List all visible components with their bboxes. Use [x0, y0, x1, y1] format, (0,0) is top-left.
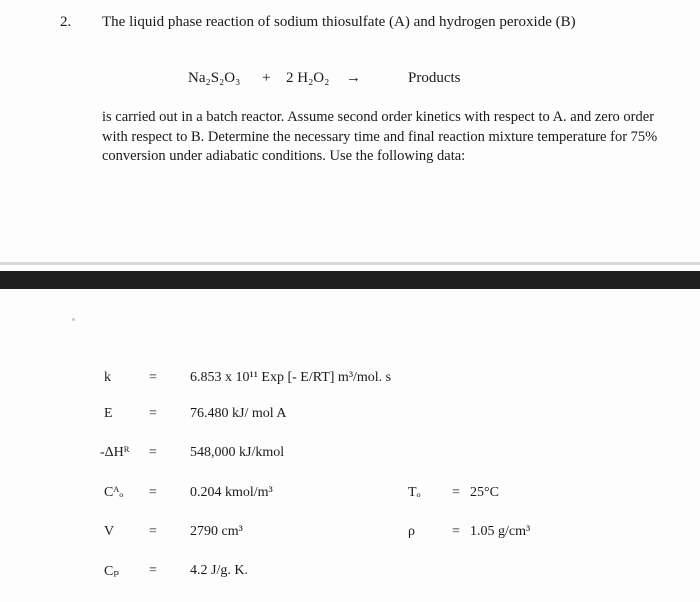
reactant-hydrogen-peroxide: 2 H₂O₂ [286, 70, 330, 86]
label-E: E [104, 406, 113, 421]
value-rho: 1.05 g/cm³ [470, 524, 531, 539]
equals-t0: = [452, 485, 460, 500]
page-gap-dark-band [0, 271, 700, 289]
problem-statement: is carried out in a batch reactor. Assume second order kinetics with respect to A. and zero order with respect to B. Determine the necessary time and final reaction mixture temperature for 75% conversion under adiabatic conditions. Use the following data: [102, 109, 658, 164]
equals-cao: = [149, 485, 157, 500]
equals-k: = [149, 370, 157, 385]
label-t0: Tₒ [408, 485, 421, 500]
value-k: 6.853 x 10¹¹ Exp [- E/RT] m³/mol. s [190, 370, 392, 385]
value-cp: 4.2 J/g. K. [190, 563, 248, 578]
value-E: 76.480 kJ/ mol A [190, 406, 287, 421]
page-gap-light [0, 262, 700, 265]
speck [72, 318, 75, 321]
label-cao: Cᴬₒ [104, 485, 124, 500]
label-v: V [104, 524, 115, 539]
equals-rho: = [452, 524, 460, 539]
reaction-arrow-icon: → [346, 70, 361, 86]
label-cp: Cₚ [104, 564, 119, 579]
value-cao: 0.204 kmol/m³ [190, 485, 273, 500]
equals-v: = [149, 524, 157, 539]
equals-delta-h: = [149, 445, 157, 460]
label-rho: ρ [408, 524, 415, 539]
equals-E: = [149, 406, 157, 421]
products-label: Products [408, 70, 461, 86]
equals-cp: = [149, 563, 157, 578]
value-v: 2790 cm³ [190, 524, 243, 539]
question-title: The liquid phase reaction of sodium thiosulfate (A) and hydrogen peroxide (B) [102, 14, 576, 30]
label-k: k [104, 370, 111, 385]
label-delta-h: -ΔHᴿ [100, 445, 130, 460]
reactant-sodium-thiosulfate: Na₂S₂O₃ [188, 70, 241, 86]
plus-sign: + [262, 70, 271, 86]
value-t0: 25°C [470, 485, 499, 500]
question-number: 2. [60, 14, 72, 30]
value-delta-h: 548,000 kJ/kmol [190, 445, 285, 460]
